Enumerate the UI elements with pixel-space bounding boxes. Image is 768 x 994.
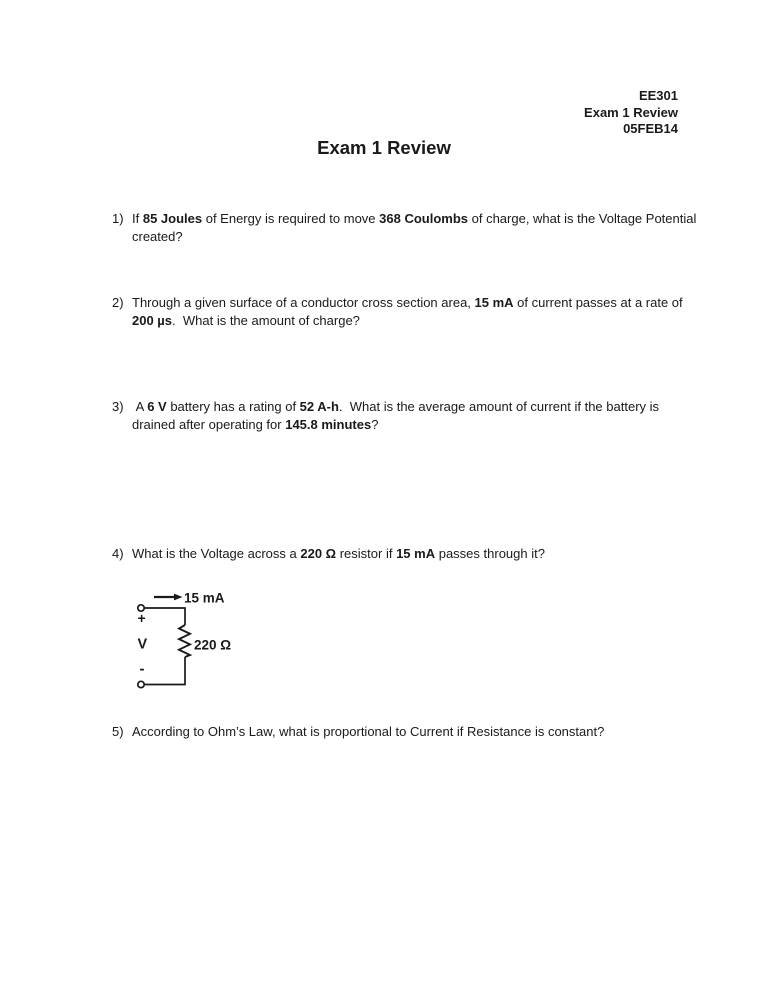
question-1-number: 1): [112, 211, 124, 226]
question-2-text: Through a given surface of a conductor cross section area, 15 mA of current passes at a rate of 200 µs. What is the amount of charge?: [132, 295, 683, 328]
resistor-symbol: [179, 625, 190, 657]
header-document-name: Exam 1 Review: [584, 104, 678, 120]
question-5: [0, 723, 768, 741]
voltage-plus-label: +: [137, 610, 146, 626]
resistor-label: 220 Ω: [194, 637, 232, 653]
voltage-minus-label: -: [139, 660, 145, 678]
question-2-number: 2): [112, 295, 124, 310]
question-1: [0, 210, 768, 246]
voltage-label: V: [137, 636, 148, 653]
question-4-number: 4): [112, 546, 124, 561]
current-label: 15 mA: [184, 590, 225, 606]
question-4-text: What is the Voltage across a 220 Ω resistor if 15 mA passes through it?: [132, 546, 545, 561]
circuit-diagram: [130, 585, 260, 700]
page-title: Exam 1 Review: [317, 137, 451, 158]
question-2: [0, 294, 768, 330]
document-header: [584, 88, 678, 138]
header-date: 05FEB14: [623, 121, 678, 136]
question-3: [0, 398, 768, 434]
question-5-text: According to Ohm’s Law, what is proportional to Current if Resistance is constant?: [132, 724, 605, 739]
question-1-text: If 85 Joules of Energy is required to move 368 Coulombs of charge, what is the Voltage Potential created?: [132, 211, 697, 244]
question-3-number: 3): [112, 399, 124, 414]
question-4: [0, 545, 768, 563]
bottom-terminal: [138, 681, 144, 687]
question-3-text: A 6 V battery has a rating of 52 A-h. What is the average amount of current if the battery is drained after operating for 145.8 minutes?: [132, 399, 660, 432]
circuit-wire: [144, 608, 185, 685]
current-arrow-icon: [154, 594, 183, 601]
question-5-number: 5): [112, 724, 124, 739]
header-course-code: EE301: [638, 88, 678, 103]
